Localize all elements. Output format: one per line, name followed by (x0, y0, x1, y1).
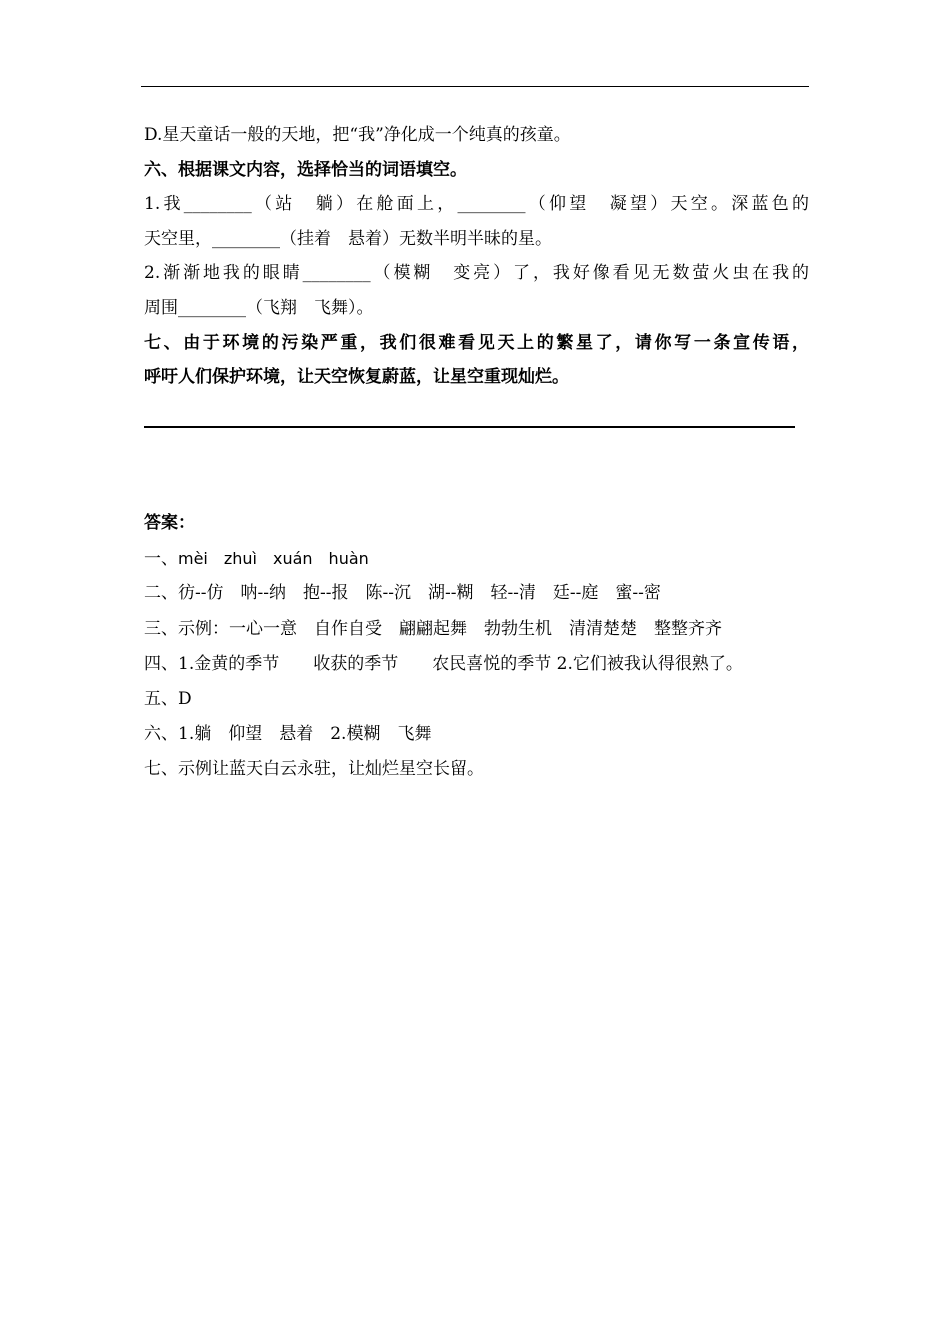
answer-7: 七、示例让蓝天白云永驻，让灿烂星空长留。 (144, 759, 484, 780)
answers-section (144, 506, 809, 788)
answer-1-prefix: 一、 (144, 549, 178, 570)
answer-writing-line (144, 426, 795, 428)
answer-1 (144, 541, 809, 576)
section6-q2-line2: 周围________（飞翔 飞舞）。 (144, 297, 374, 318)
answer-3: 三、示例：一心一意 自作自受 翩翩起舞 勃勃生机 清清楚楚 整整齐齐 (144, 618, 722, 639)
section6-heading: 六、根据课文内容，选择恰当的词语填空。 (144, 159, 467, 180)
answer-2: 二、彷--仿 呐--纳 抱--报 陈--沉 湖--糊 轻--清 廷--庭 蜜--密 (144, 583, 661, 604)
answer-1-pinyin: mèi zhuì xuán huàn (178, 549, 369, 569)
answer-6: 六、1.躺 仰望 悬着 2.模糊 飞舞 (144, 724, 432, 745)
section7-heading-line1: 七、由于环境的污染严重，我们很难看见天上的繁星了，请你写一条宣传语， (144, 332, 809, 353)
answer-5: 五、D (144, 688, 192, 709)
section6-q1-line2: 天空里，________（挂着 悬着）无数半明半昧的星。 (144, 228, 552, 249)
section6-q1-line1: 1.我________（站 躺）在舱面上，________（仰望 凝望）天空。深蓝色的 (144, 194, 809, 215)
answers-title: 答案： (144, 513, 195, 533)
option-d: D.星天童话一般的天地，把“我”净化成一个纯真的孩童。 (144, 125, 571, 145)
header-rule (141, 86, 809, 87)
section6-q2-line1: 2.渐渐地我的眼睛________（模糊 变亮）了，我好像看见无数萤火虫在我的 (144, 263, 809, 284)
answer-4: 四、1.金黄的季节 收获的季节 农民喜悦的季节 2.它们被我认得很熟了。 (144, 653, 743, 674)
section7-heading-line2: 呼吁人们保护环境，让天空恢复蔚蓝，让星空重现灿烂。 (144, 367, 569, 388)
questions-section (144, 118, 809, 395)
